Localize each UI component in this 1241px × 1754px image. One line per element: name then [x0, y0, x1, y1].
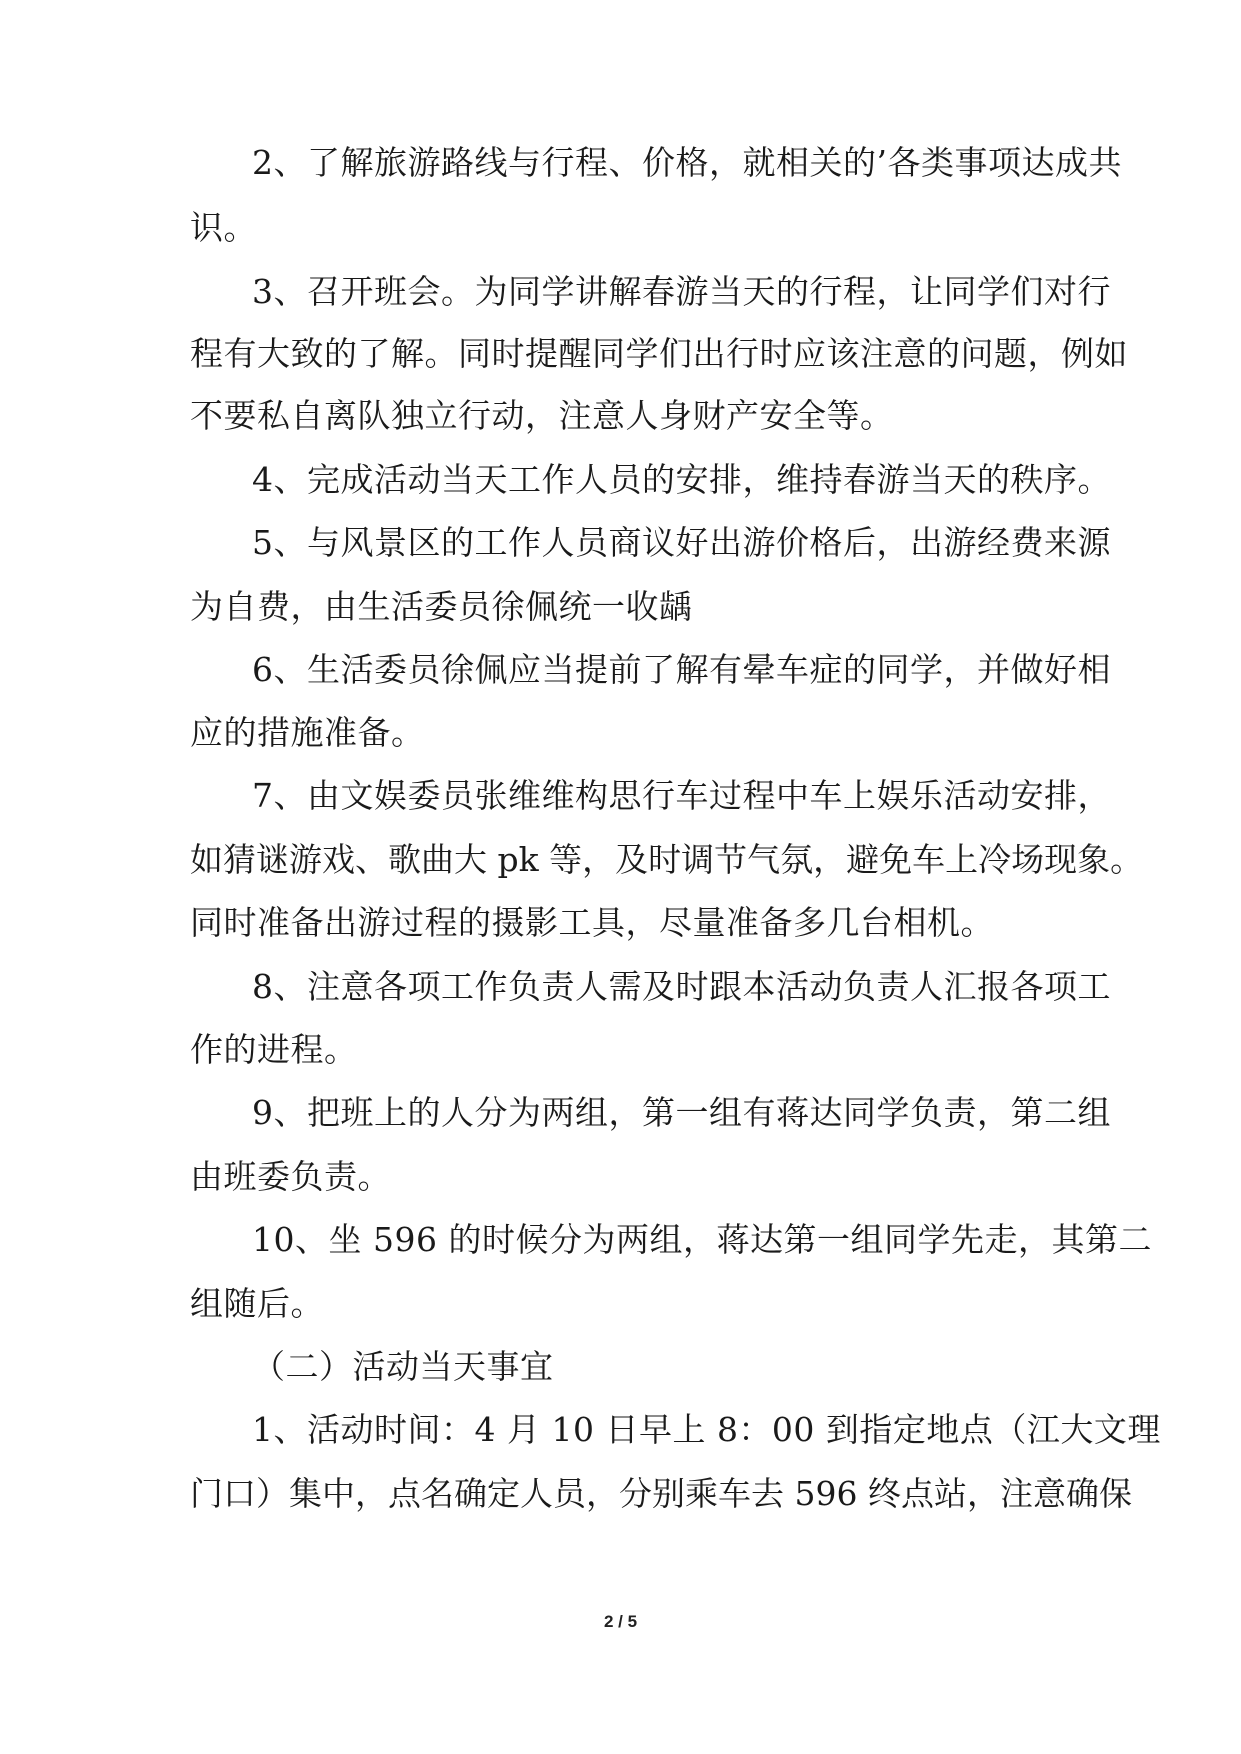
text-line: 作的进程。 [190, 1030, 358, 1069]
text-line: 应的措施准备。 [190, 713, 425, 752]
section-heading: （二）活动当天事宜 [252, 1347, 554, 1386]
text-line: 如猜谜游戏、歌曲大 pk 等，及时调节气氛，避免车上冷场现象。 [190, 840, 1144, 879]
text-line: 同时准备出游过程的摄影工具，尽量准备多几台相机。 [190, 903, 994, 942]
text-line: 不要私自离队独立行动，注意人身财产安全等。 [190, 396, 894, 435]
text-line: 1、活动时间：4 月 10 日早上 8：00 到指定地点（江大文理 [252, 1410, 1161, 1449]
text-line: 8、注意各项工作负责人需及时跟本活动负责人汇报各项工 [252, 967, 1111, 1006]
text-line: 识。 [190, 208, 257, 247]
text-line: 为自费，由生活委员徐佩统一收龋 [190, 587, 693, 626]
text-line: 9、把班上的人分为两组，第一组有蒋达同学负责，第二组 [252, 1093, 1111, 1132]
text-line: 5、与风景区的工作人员商议好出游价格后，出游经费来源 [252, 523, 1111, 562]
text-line: 10、坐 596 的时候分为两组，蒋达第一组同学先走，其第二 [252, 1220, 1152, 1259]
page-number: 2 / 5 [603, 1612, 638, 1631]
text-line: 7、由文娱委员张维维构思行车过程中车上娱乐活动安排， [252, 776, 1111, 815]
text-line: 组随后。 [190, 1284, 324, 1323]
text-line: 3、召开班会。为同学讲解春游当天的行程，让同学们对行 [252, 272, 1111, 311]
text-line: 4、完成活动当天工作人员的安排，维持春游当天的秩序。 [252, 460, 1111, 499]
text-line: 程有大致的了解。同时提醒同学们出行时应该注意的问题，例如 [190, 334, 1128, 373]
text-line: 6、生活委员徐佩应当提前了解有晕车症的同学，并做好相 [252, 650, 1111, 689]
text-line: 2、了解旅游路线与行程、价格，就相关的’各类事项达成共 [252, 143, 1122, 182]
text-line: 门口）集中，点名确定人员，分别乘车去 596 终点站，注意确保 [190, 1474, 1132, 1513]
text-line: 由班委负责。 [190, 1157, 391, 1196]
